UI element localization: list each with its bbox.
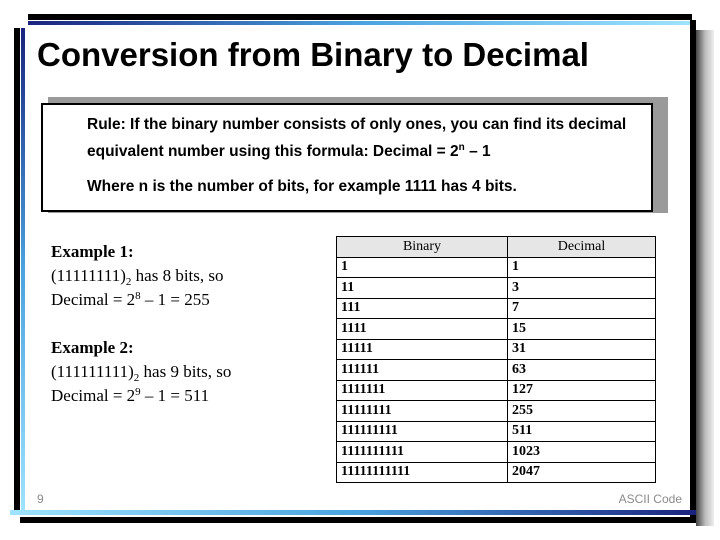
table-row [337, 298, 656, 319]
example-1-decimal [51, 288, 321, 312]
table-row [337, 462, 656, 483]
example-1-binary: (11111111) [51, 266, 126, 285]
header-binary: Binary [337, 237, 508, 258]
header-decimal: Decimal [508, 237, 656, 258]
table-row [337, 421, 656, 442]
frame-right-shadow [696, 30, 714, 526]
example-1-decimal-prefix: Decimal = 2 [51, 290, 136, 309]
rule-formula [87, 113, 639, 163]
table-row [337, 257, 656, 278]
decimal-cell: 63 [508, 360, 656, 381]
example-2-decimal-prefix: Decimal = 2 [51, 386, 136, 405]
example-1-bits [51, 264, 321, 288]
table-row [337, 278, 656, 299]
binary-cell: 11 [337, 278, 508, 299]
rule-formula-text: Rule: If the binary number consists of only ones, you can find its decimal equivalent number using this formula: Decimal = 2 [87, 116, 627, 161]
binary-cell: 111 [337, 298, 508, 319]
example-1-exponent: 8 [135, 290, 141, 302]
decimal-cell: 3 [508, 278, 656, 299]
decimal-cell: 1023 [508, 442, 656, 463]
binary-cell: 1111111 [337, 380, 508, 401]
frame-left-gradient [21, 28, 25, 512]
decimal-cell: 511 [508, 421, 656, 442]
binary-cell: 1 [337, 257, 508, 278]
binary-cell: 1111 [337, 319, 508, 340]
example-2-decimal-result: – 1 = 511 [140, 386, 210, 405]
footer-label: ASCII Code [618, 492, 682, 506]
example-2-bits [51, 360, 321, 384]
binary-cell: 11111111111 [337, 462, 508, 483]
table-body [337, 257, 656, 483]
binary-cell: 111111 [337, 360, 508, 381]
decimal-cell: 2047 [508, 462, 656, 483]
decimal-cell: 15 [508, 319, 656, 340]
example-2-heading: Example 2: [51, 338, 134, 357]
binary-cell: 1111111111 [337, 442, 508, 463]
binary-cell: 111111111 [337, 421, 508, 442]
table-row [337, 360, 656, 381]
slide-title: Conversion from Binary to Decimal [37, 36, 589, 73]
frame-bottom-bar [20, 517, 696, 523]
rule-text [87, 113, 639, 210]
table-row [337, 442, 656, 463]
decimal-cell: 7 [508, 298, 656, 319]
rule-exponent: n [458, 142, 465, 153]
example-2-bits-text: has 9 bits, so [139, 362, 232, 381]
frame-top-bar [28, 14, 692, 20]
examples-block [51, 240, 321, 408]
frame-bottom-gradient [10, 510, 696, 515]
table-row [337, 380, 656, 401]
example-1-decimal-result: – 1 = 255 [140, 290, 210, 309]
example-2-base: 2 [133, 372, 140, 384]
rule-formula-suffix: – 1 [464, 143, 491, 161]
frame-top-gradient [28, 21, 692, 25]
table-row [337, 339, 656, 360]
table-row [337, 319, 656, 340]
example-1-bits-text: has 8 bits, so [131, 266, 224, 285]
rule-bits-note: Where n is the number of bits, for example 1111 has 4 bits. [87, 178, 517, 196]
decimal-cell: 31 [508, 339, 656, 360]
decimal-cell: 127 [508, 380, 656, 401]
page-number: 9 [37, 492, 44, 506]
table-header-row [337, 237, 656, 258]
example-1-heading: Example 1: [51, 242, 134, 261]
example-2-exponent: 9 [135, 386, 141, 398]
example-2-decimal [51, 384, 321, 408]
decimal-cell: 1 [508, 257, 656, 278]
rule-box [41, 103, 653, 212]
frame-left-bar [14, 28, 20, 512]
table-row [337, 401, 656, 422]
example-spacer [51, 312, 321, 336]
example-1-base: 2 [125, 276, 132, 288]
binary-cell: 11111111 [337, 401, 508, 422]
decimal-cell: 255 [508, 401, 656, 422]
binary-cell: 11111 [337, 339, 508, 360]
conversion-table [336, 236, 656, 483]
example-2-binary: (111111111) [51, 362, 134, 381]
